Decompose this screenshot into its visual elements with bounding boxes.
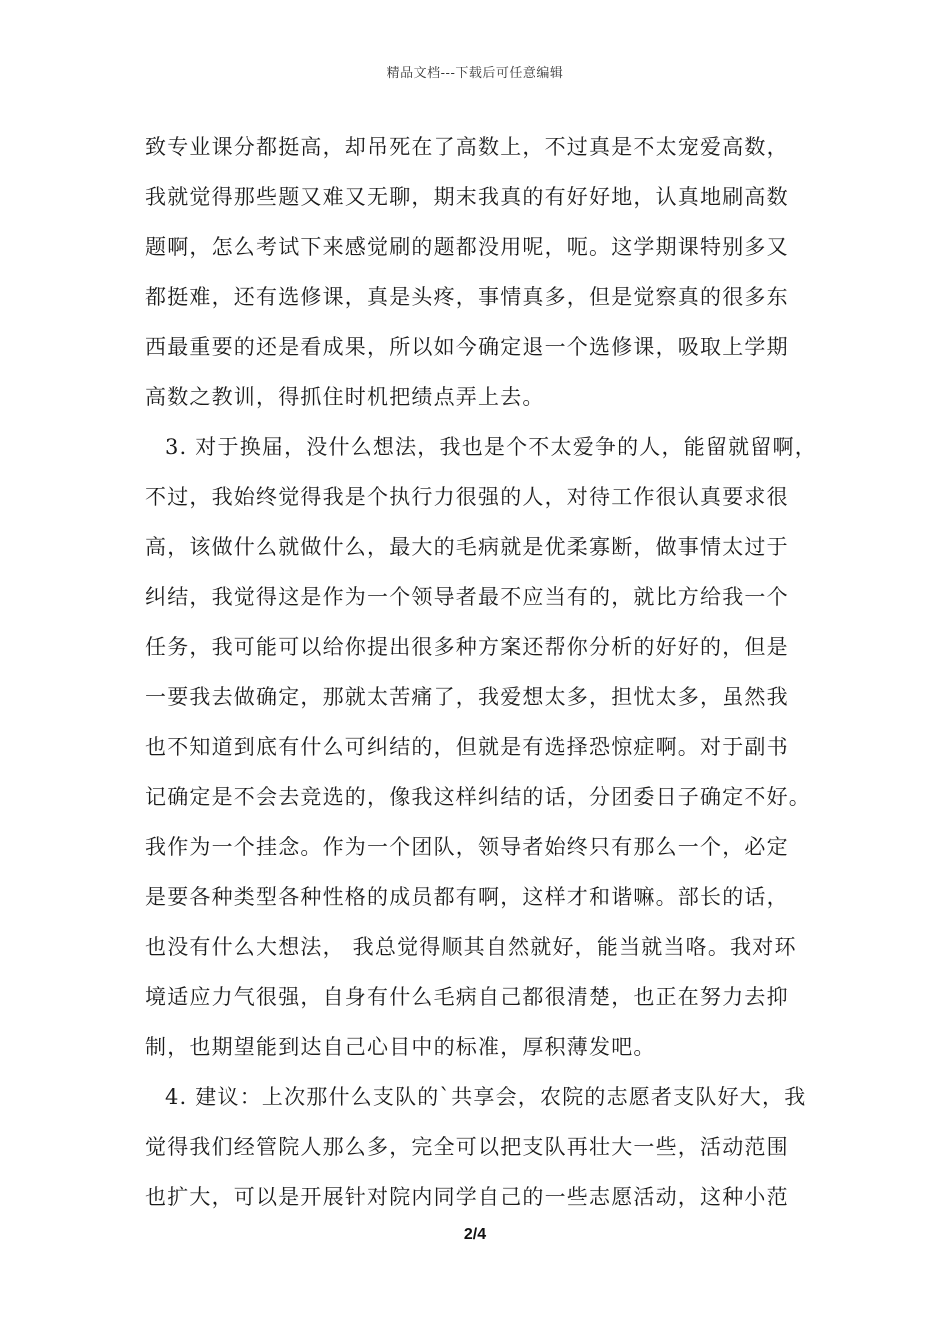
page-total: 4 [477, 1226, 487, 1243]
text-line: 觉得我们经管院人那么多，完全可以把支队再壮大一些，活动范围 [145, 1135, 789, 1159]
text-line: 也没有什么大想法， 我总觉得顺其自然就好，能当就当咯。我对环 [145, 935, 797, 959]
paragraph [145, 1076, 815, 1226]
paragraph [145, 126, 815, 426]
text-line: 也扩大，可以是开展针对院内同学自己的一些志愿活动，这种小范 [145, 1185, 789, 1209]
text-line: 高数之教训，得抓住时机把绩点弄上去。 [145, 385, 545, 409]
page-separator: / [472, 1226, 478, 1243]
text-line: 境适应力气很强，自身有什么毛病自己都很清楚，也正在努力去抑 [145, 985, 789, 1009]
page-current: 2 [463, 1226, 473, 1243]
text-line: 致专业课分都挺高，却吊死在了高数上，不过真是不太宠爱高数， [145, 135, 789, 159]
text-line: 一要我去做确定，那就太苦痛了，我爱想太多，担忧太多，虽然我 [145, 685, 789, 709]
paragraph [145, 426, 815, 1076]
text-line: 制，也期望能到达自己心目中的标准，厚积薄发吧。 [145, 1035, 656, 1059]
text-line: 我就觉得那些题又难又无聊，期末我真的有好好地，认真地刷高数 [145, 185, 789, 209]
text-line: 也不知道到底有什么可纠结的，但就是有选择恐惊症啊。对于副书 [145, 735, 789, 759]
text-line: 任务，我可能可以给你提出很多种方案还帮你分析的好好的，但是 [145, 635, 789, 659]
text-line: 3. 对于换届，没什么想法，我也是个不太爱争的人，能留就留啊， [165, 435, 817, 459]
page-number [0, 1226, 950, 1244]
text-line: 题啊，怎么考试下来感觉刷的题都没用呢，呃。这学期课特别多又 [145, 235, 789, 259]
text-line: 4. 建议：上次那什么支队的`共享会，农院的志愿者支队好大，我 [165, 1085, 807, 1109]
text-line: 不过，我始终觉得我是个执行力很强的人，对待工作很认真要求很 [145, 485, 789, 509]
text-line: 都挺难，还有选修课，真是头疼，事情真多，但是觉察真的很多东 [145, 285, 789, 309]
document-body [145, 126, 815, 1226]
text-line: 高，该做什么就做什么，最大的毛病就是优柔寡断，做事情太过于 [145, 535, 789, 559]
text-line: 我作为一个挂念。作为一个团队，领导者始终只有那么一个，必定 [145, 835, 789, 859]
text-line: 纠结，我觉得这是作为一个领导者最不应当有的，就比方给我一个 [145, 585, 789, 609]
text-line: 是要各种类型各种性格的成员都有啊，这样才和谐嘛。部长的话， [145, 885, 789, 909]
page-header: 精品文档---下载后可任意编辑 [386, 66, 564, 81]
text-line: 西最重要的还是看成果，所以如今确定退一个选修课，吸取上学期 [145, 335, 789, 359]
text-line: 记确定是不会去竞选的，像我这样纠结的话，分团委日子确定不好。 [145, 785, 811, 809]
